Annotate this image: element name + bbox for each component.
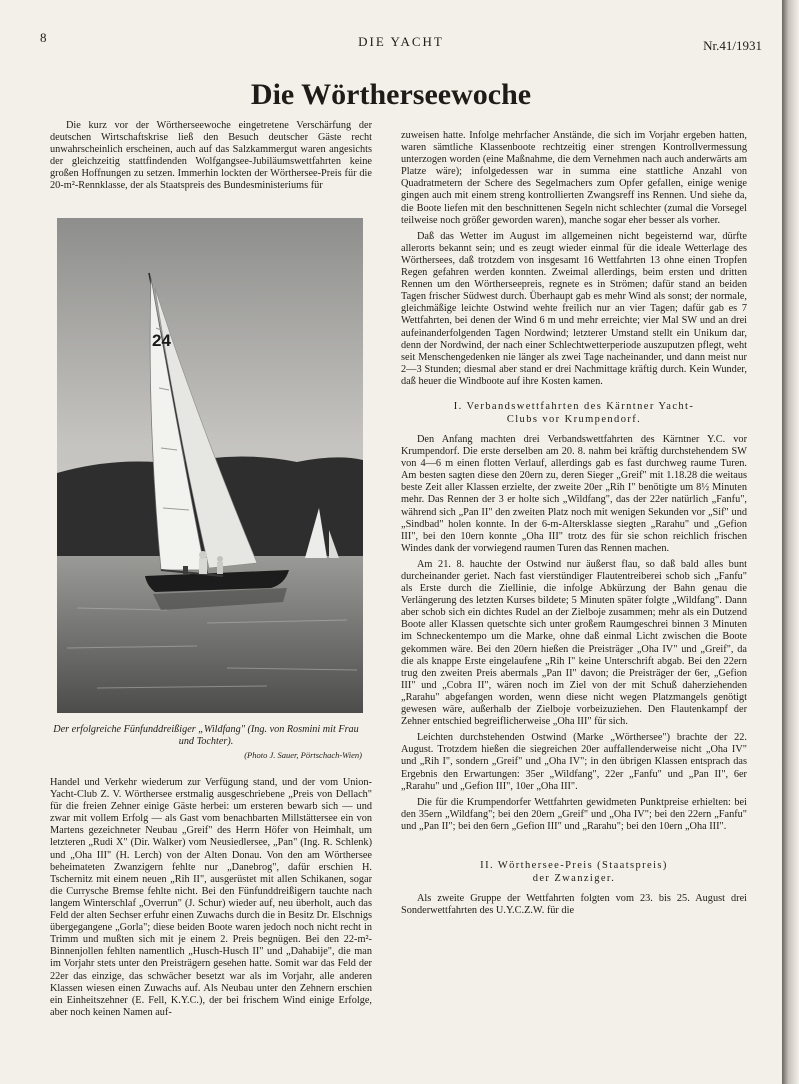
page-header (40, 30, 762, 52)
right-paragraph-6: Die für die Krumpendorfer Wettfahrten gewidmeten Punktpreise erhielten: bei den 35ern „Wildfang"; bei den 20ern „Greif" und „Oha IV"; bei den 22ern „Fanfu" und „Pan II"; bei den 6ern „Gefion III" und „Rarahu"; bei den 10ern „Oha III". (401, 796, 747, 832)
caption-text: Der erfolgreiche Fünfunddreißiger „Wildfang" (Ing. von Rosmini mit Frau und Tochter). (53, 724, 359, 747)
right-paragraph-7: Als zweite Gruppe der Wettfahrten folgten vom 23. bis 25. August drei Sonderwettfahrten des U.Y.C.Z.W. für die (401, 892, 747, 917)
section-heading-1-line-1: I. Verbandswettfahrten des Kärntner Yacht- (453, 400, 695, 412)
page-edge-shadow (782, 0, 799, 1084)
right-paragraph-4: Am 21. 8. hauchte der Ostwind nur äußerst flau, so daß bald alles bunt durcheinander geriet. Nach fast vierstündiger Flautentreiberei schob sich „Fanfu" als Erste durch die Ziellinie, die infolge Abkürzung der Bahn genau die Verlängerung des letzten Kurses bildete; 5 Minuten später folgte „Wildfang". Dann aber schob sich ein dichtes Rudel an der Zielboje zusammen; mehr als ein Dutzend Boote aller Klassen quetschte sich unter großem Raumgeschrei binnen 3 Minuten im Schneckentempo um die Marke, ohne daß einmal Licht zwischen die Boote gekommen wäre. Bei den 20ern hießen die Preisträger „Oha IV" und „Greif", da die als knappe Erste eingelaufene „Rih I" keine Unterschrift abgab. Bei den 22ern trug den zweiten Preis abermals „Pan II" davon; die Preisträger der 6er, „Gefion III" und „Cobra II", wären noch im Ziel von der mit Schuß daherziehenden „Rarahu" abgefangen worden, wenn diese nicht wegen Platzmangels genötigt gewesen wäre, außerhalb der Zielboje vorbeizuziehen. Den Flautenkampf der Zehner entschied begreiflicherweise „Oha III" für sich. (401, 558, 747, 728)
right-column (401, 130, 747, 917)
right-paragraph-5: Leichten durchstehenden Ostwind (Marke „Wörthersee") brachte der 22. August. Trotzdem hießen die siegreichen 20er auffallenderweise nicht „Oha IV" und „Rih I", sondern „Greif" und „Oha IV"; in den übrigen Klassen entsprach das Ergebnis den Erwartungen: 35er „Wildfang", 22er „Fanfu" und „Pan II", 6er „Rarahu" und „Gefion III", 10er „Oha III". (401, 732, 747, 792)
section-heading-1 (401, 400, 747, 426)
left-continuation-paragraph: Handel und Verkehr wiederum zur Verfügung stand, und der vom Union-Yacht-Club Z. V. Wörthersee erstmalig ausgeschriebene „Preis von Dellach" für die freien Zehner einige Gäste herbei: um ersteren bewarb sich — und zwar mit vollem Erfolg — als Gast vom benachbarten Millstättersee ein von Martens gezeichneter Neubau „Greif" des Herrn Höfer von Heimhalt, um letzteren „Rudi X" (Dir. Walker) vom Neusiedlersee, „Pan" (Ing. R. Schlenk) und „Oha III" (H. Lerch) von der Alten Donau. Von den am Wörthersee beheimateten Zwanzigern fehlte nur „Danebrog", dafür erschien H. Tschernitz mit einem neuen „Rih II", ausgerüstet mit allen Schikanen, sogar die Currysche Bremse fehlte nicht. Bei den Fünfunddreißigern tauchte nach langem Winterschlaf „Overrun" (J. Schur) wieder auf, neu überholt, auch das Feld der alten Sechser erfuhr einen Zuwachs durch die in Besitz Dr. Elschnigs übergegangene „Gorla"; diese beiden Boote waren jedoch noch nicht recht in Trimm und mußten sich mit je einem 2. Preis begnügen. Bei den 22-m²-Binnenjollen fehlten namentlich „Husch-Husch II" und „Dahabije", die man im Vorjahr stets unter den Preisträgern gesehen hatte. Somit war das Feld der 22er das einzige, das schwächer besetzt war als im Vorjahr, alle anderen Klassen wiesen einen Zuwachs auf. Als Neubau unter den Zehnern erschien ein Einheitszehner (E. Fell, K.Y.C.), der bei frischem Wind einige Erfolge, aber noch keinen Namen auf- (50, 777, 372, 1018)
right-paragraph-1: zuweisen hatte. Infolge mehrfacher Anstände, die sich im Vorjahr ergeben hatten, waren sämtliche Klassenboote rechtzeitig einer strengen Kontrollvermessung unterzogen worden (eine Maßnahme, die dem Vernehmen nach auch anderwärts am Platze wäre); infolgedessen war in summa eine stattliche Anzahl von Quadratmetern der Schere des Segelmachers zum Opfer gefallen, einige wenige gingen auch mit einem streng kontrollierten Zwangsreff ins Rennen. Und siehe da, die Boote liefen mit den beschnittenen Segeln nicht schlechter (zumal die Vorsegel teilweise noch größer geworden waren), manche sogar eher besser als vorher. (401, 130, 747, 226)
right-paragraph-3: Den Anfang machten drei Verbandswettfahrten des Kärntner Y.C. vor Krumpendorf. Die erste derselben am 20. 8. nahm bei kräftig durchstehendem SW von 4—6 m einen flotten Verlauf, allerdings gab es fast durchweg raume Turen. Am besten sagten diese den 20ern zu, deren Sieger „Greif" mit 1.18.28 die weitaus beste Zeit aller Klassen erzielte, der zweite 20er „Rih I" benötigte um 8½ Minuten mehr. Das Rennen der 3 er holte sich „Wildfang", das der 22er natürlich „Fanfu", während sich „Pan II" den zweiten Platz noch mit wenigen Sekunden vor „Sif" und „Sindbad" holen konnte. In der 6-m-Altersklasse siegten „Rarahu" und „Gefion III", bei den 10ern konnte „Oha III" trotz des für sie schon reichlich frischen Windes dank der vorwiegend raumen Turen das Rennen machen. (401, 433, 747, 554)
photo-caption (50, 724, 362, 761)
sail-number: 24 (152, 331, 171, 350)
magazine-name: DIE YACHT (358, 34, 444, 49)
photo-credit: (Photo J. Sauer, Pörtschach-Wien) (244, 750, 362, 760)
section-heading-2-line-2: der Zwanziger. (532, 872, 616, 884)
page-number: 8 (40, 30, 47, 45)
right-paragraph-2: Daß das Wetter im August im allgemeinen nicht begeisternd war, dürfte allerorts bekannt sein; und es zeugt wieder einmal für die ideale Wetterlage des Wörthersees, daß trotzdem von insgesamt 16 Wettfahrten 13 ohne einen Tropfen Regen gefahren werden konnten. Zweimal allerdings, beim ersten und dritten Rennen um den Wörtherseepreis, regnete es in Strömen; dafür stand an beiden Tagen frischer Südwest durch. Überhaupt gab es mehr Wind als sonst; der normale, gleichmäßige leichte Ostwind wehte freilich nur an vier Tagen; dafür gab es 7 Wettfahrten, bei denen der Wind 6 m und mehr erreichte; vier Mal SW und an drei aufeinanderfolgenden Tagen Nordwind; letzterer Umstand stellt ein Unikum dar, denn der Nordwind, der nach einer Schlechtwetterperiode auszuputzen pflegt, weht seit Menschengedenken nie länger als zwei Tage nacheinander, und dann meist nur 2—3 Stunden; diesmal aber stand er drei Nachmittage kräftig durch. Kein Wunder, daß heuer die Windboote auf ihre Kosten kamen. (401, 230, 747, 387)
intro-paragraph: Die kurz vor der Wörtherseewoche eingetretene Verschärfung der deutschen Wirtschaftskrise ließ den Besuch deutscher Gäste recht unwahrscheinlich erscheinen, auch auf das Salzkammergut waren angesichts der gleichzeitig stattfindenden Wolfgangsee-Jubiläumswettfahrten keine großen Hoffnungen zu setzen. Immerhin lockten der Wörthersee-Preis für die 20-m²-Rennklasse, der als Staatspreis des Bundesministeriums für (50, 120, 372, 192)
section-heading-2-line-1: II. Wörthersee-Preis (Staatspreis) (480, 859, 668, 871)
issue-number: Nr.41/1931 (703, 38, 762, 53)
sailboat-illustration (57, 218, 363, 713)
left-column-bottom (50, 777, 372, 1019)
section-heading-1-line-2: Clubs vor Krumpendorf. (506, 413, 642, 425)
article-title: Die Wörtherseewoche (250, 78, 532, 111)
sailboat-photo (57, 218, 363, 713)
left-column-top (50, 120, 372, 193)
section-heading-2 (401, 859, 747, 885)
